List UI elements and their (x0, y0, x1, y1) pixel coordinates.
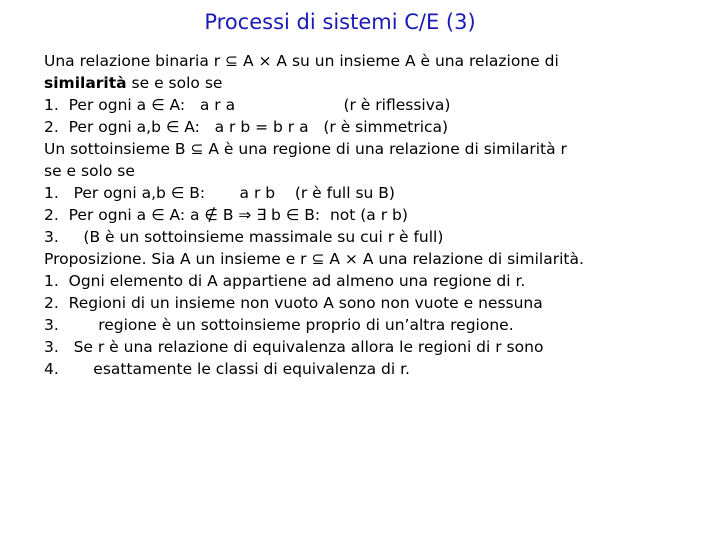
list-item: 2. Per ogni a ∈ A: a ∉ B ⇒ ∃ b ∈ B: not (a r b) (44, 206, 408, 224)
list-item: 2. Regioni di un insieme non vuoto A sono non vuote e nessuna (44, 294, 543, 312)
definition-line: Una relazione binaria r ⊆ A × A su un insieme A è una relazione di (44, 52, 559, 70)
list-item: 3. (B è un sottoinsieme massimale su cui r è full) (44, 228, 444, 246)
definition-line: Un sottoinsieme B ⊆ A è una regione di una relazione di similarità r (44, 140, 567, 158)
list-item: 4. esattamente le classi di equivalenza di r. (44, 360, 410, 378)
definition-condition: se e solo se (126, 74, 223, 92)
term-similarita: similarità (44, 74, 127, 92)
list-item: 2. Per ogni a,b ∈ A: a r b = b r a (r è simmetrica) (44, 118, 449, 136)
list-item: 1. Per ogni a,b ∈ B: a r b (r è full su B) (44, 184, 395, 202)
slide-title: Processi di sistemi C/E (3) (204, 10, 476, 34)
list-item: 3. regione è un sottoinsieme proprio di un’altra regione. (44, 316, 514, 334)
list-item: 1. Per ogni a ∈ A: a r a (r è riflessiva) (44, 96, 451, 114)
list-item: 1. Ogni elemento di A appartiene ad almeno una regione di r. (44, 272, 526, 290)
list-item: 3. Se r è una relazione di equivalenza allora le regioni di r sono (44, 338, 544, 356)
definition-line: se e solo se (44, 162, 135, 180)
proposition-line: Proposizione. Sia A un insieme e r ⊆ A × A una relazione di similarità. (44, 250, 584, 268)
definition-line (44, 72, 704, 94)
slide-body (44, 50, 704, 380)
